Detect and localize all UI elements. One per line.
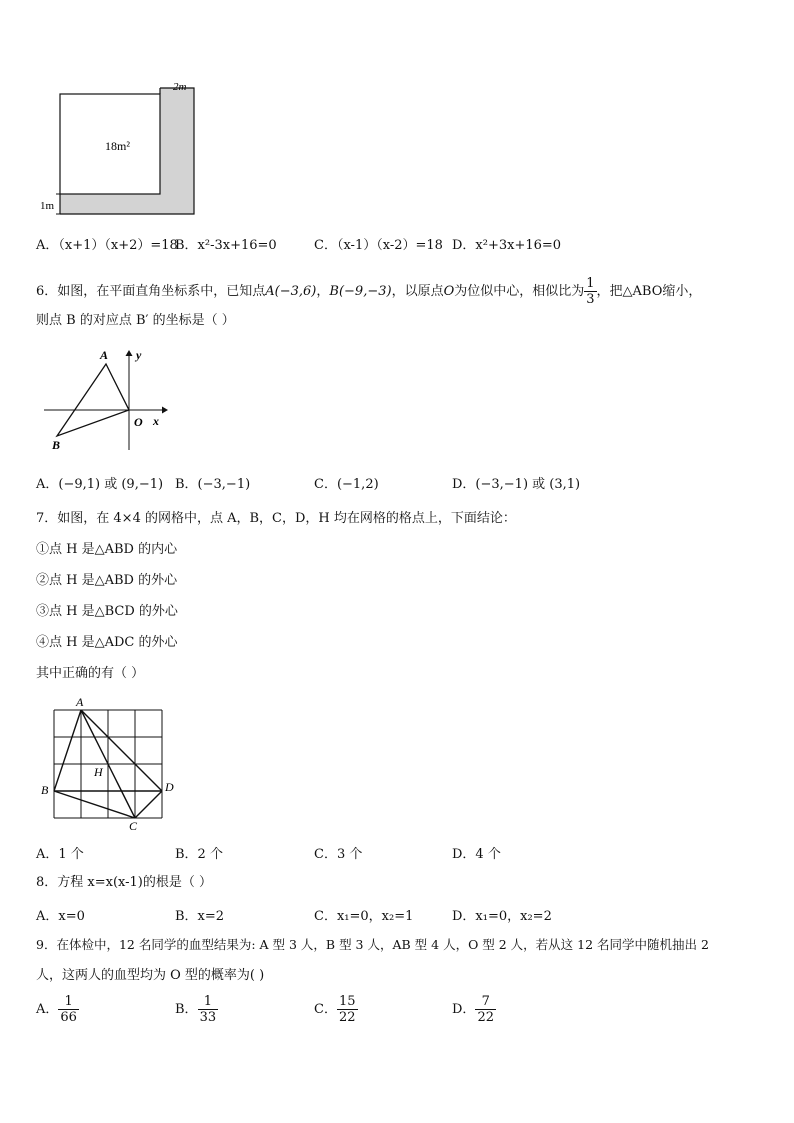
q9-option-d: D． $\frac{7}{22}$ [452, 994, 494, 1025]
bottom-strip-label: 1m [40, 200, 55, 212]
q7-question: 其中正确的有（ ） [36, 666, 145, 681]
label-y: y [136, 348, 142, 362]
q6-option-d: D．(−3,−1) 或 (3,1) [452, 477, 581, 492]
q5-option-b: B．x²-3x+16=0 [175, 238, 277, 253]
ratio-fraction: $\frac{1}{3}$ [586, 276, 595, 307]
q7-option-b: B．2 个 [175, 847, 223, 862]
q7-option-a: A．1 个 [36, 847, 84, 862]
triangle-abo [57, 364, 129, 436]
q9-stem-line1: 9．在体检中，12 名同学的血型结果为: A 型 3 人，B 型 3 人，AB 型 4 人，O 型 2 人，若从这 12 名同学中随机抽出 2 [36, 937, 709, 952]
figure-q5-square [30, 78, 210, 218]
label-a: A [100, 348, 109, 362]
figure-q7-grid [38, 694, 188, 832]
q8-option-d: D．x₁=0，x₂=2 [452, 909, 552, 924]
figure-q6-coordinate [40, 346, 170, 454]
q8-option-c: C．x₁=0，x₂=1 [314, 909, 414, 924]
q5-option-c: C．（x-1）（x-2）=18 [314, 238, 443, 253]
q8-option-a: A．x=0 [36, 909, 85, 924]
grid-label-d: D [165, 780, 174, 794]
q7-item-2: ②点 H 是△ABD 的外心 [36, 573, 178, 588]
q7-item-4: ④点 H 是△ADC 的外心 [36, 635, 178, 650]
q7-item-3: ③点 H 是△BCD 的外心 [36, 604, 178, 619]
q5-option-d: D．x²+3x+16=0 [452, 238, 562, 253]
q6-option-a: A．(−9,1) 或 (9,−1) [36, 477, 164, 492]
q7-option-c: C．3 个 [314, 847, 363, 862]
grid-label-a: A [76, 695, 84, 709]
q6-option-b: B．(−3,−1) [175, 477, 251, 492]
label-o: O [134, 415, 143, 429]
q9-option-b: B． $\frac{1}{33}$ [175, 994, 217, 1025]
q6-stem-line1: 6．如图，在平面直角坐标系中，已知点A(−3,6)，B(−9,−3)，以原点O为位似中心，相似比为 $\frac{1}{3}$ ，把△ABO缩小， [36, 276, 702, 307]
q7-stem: 7．如图，在 4×4 的网格中，点 A，B，C，D，H 均在网格的格点上，下面结论： [36, 511, 516, 526]
label-x: x [153, 414, 159, 428]
q9-stem-line2: 人，这两人的血型均为 O 型的概率为( ) [36, 968, 265, 983]
right-strip-label: 2m [173, 81, 187, 93]
q8-option-b: B．x=2 [175, 909, 225, 924]
q7-item-1: ①点 H 是△ABD 的内心 [36, 542, 178, 557]
grid-label-c: C [129, 819, 138, 832]
grid-label-b: B [41, 783, 49, 797]
label-b: B [52, 438, 61, 452]
q8-stem: 8．方程 x=x(x-1)的根是（ ） [36, 875, 213, 890]
q6-option-c: C．(−1,2) [314, 477, 379, 492]
q7-option-d: D．4 个 [452, 847, 501, 862]
q6-stem-line2: 则点 B 的对应点 B′ 的坐标是（ ） [36, 313, 235, 328]
area-label: 18m² [105, 139, 130, 153]
q9-option-a: A． $\frac{1}{66}$ [36, 994, 77, 1025]
grid-label-h: H [94, 765, 103, 779]
q5-option-a: A．（x+1）（x+2）=18 [36, 238, 178, 253]
shaded-bottom-strip [60, 194, 194, 214]
q9-option-c: C． $\frac{15}{22}$ [314, 994, 356, 1025]
